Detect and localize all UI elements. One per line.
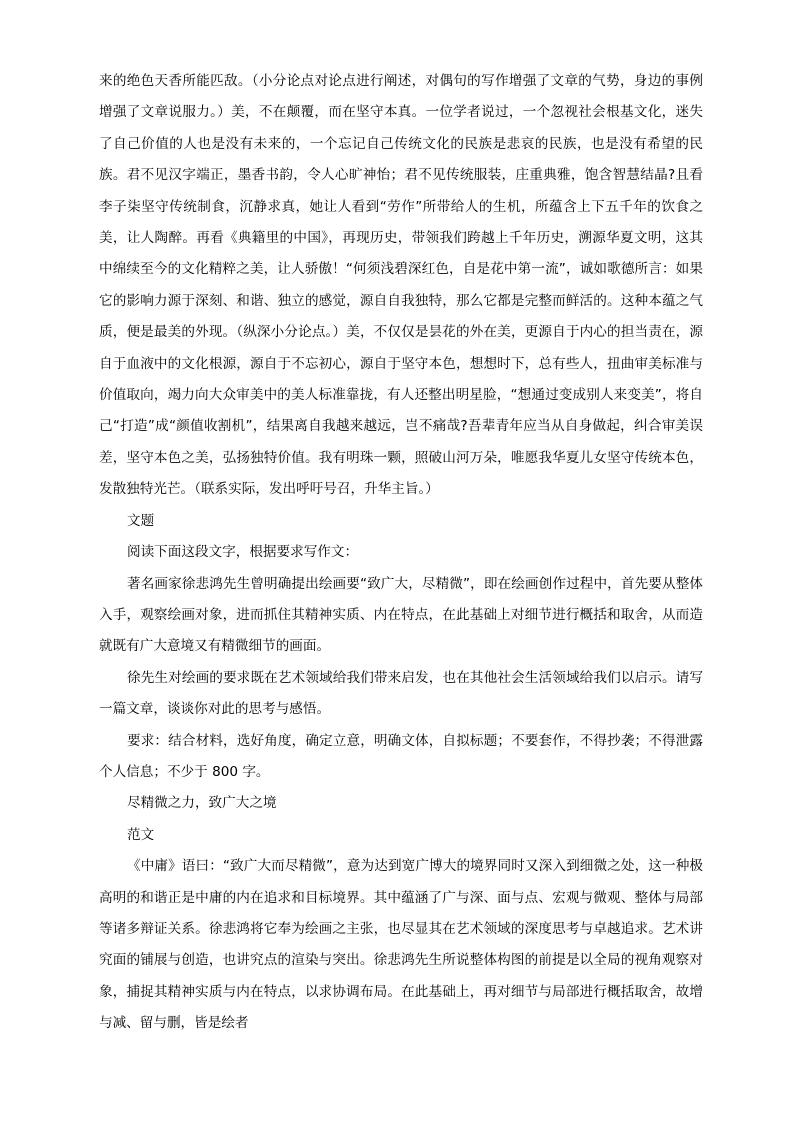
body-paragraph: 来的绝色天香所能匹敌。（小分论点对论点进行阐述，对偶句的写作增强了文章的气势，身边的事例增强了文章说服力。）美，不在颠覆，而在坚守本真。一位学者说过，一个忽视社会根基文化，迷失了自己价值的人也是没有未来的，一个忘记自己传统文化的民族是悲哀的民族，也是没有希望的民族。君不见汉字端正，墨香书韵，令人心旷神怡；君不见传统服装，庄重典雅，饱含智慧结晶?且看李子柒坚守传统制食，沉静求真，她让人看到“劳作”所带给人的生机，所蕴含上下五千年的饮食之美，让人陶醉。再看《典籍里的中国》，再现历史，带领我们跨越上千年历史，溯源华夏文明，这其中绵续至今的文化精粹之美，让人骄傲！“何须浅碧深红色，自是花中第一流”，诚如歌德所言：如果它的影响力源于深刻、和谐、独立的感觉，源自自我独特，那么它都是完整而鲜活的。这种本蕴之气质，便是最美的外现。（纵深小分论点。）美，不仅仅是昙花的外在美，更源自于内心的担当责在，源自于血液中的文化根源，源自于不忘初心，源自于坚守本色，想想时下，总有些人，扭曲审美标准与价值取向，竭力向大众审美中的美人标准靠拢，有人还整出明星脸，“想通过变成别人来变美”，将自己“打造”成“颜值收割机”，结果离自我越来越远，岂不痛哉?吾辈青年应当从自身做起，纠合审美误差，坚守本色之美，弘扬独特价值。我有明珠一颗，照破山河万朵，唯愿我华夏儿女坚守传统本色，发散独特光芒。（联系实际，发出呼吁号召，升华主旨。） — [99, 73, 703, 498]
instruction-paragraph: 阅读下面这段文字，根据要求写作文： — [127, 544, 359, 561]
sample-essay-paragraph: 《中庸》语曰：“致广大而尽精微”，意为达到宽广博大的境界同时又深入到细微之处，这一种极高明的和谐正是中庸的内在追求和目标境界。其中蕴涵了广与深、面与点、宏观与微观、整体与局部等诸多辩证关系。徐悲鸿将它奉为绘画之主张，也尽显其在艺术领域的深度思考与卓越追求。艺术讲究面的铺展与创造，也讲究点的渲染与突出。徐悲鸿先生所说整体构图的前提是以全局的视角观察对象，捕捉其精神实质与内在特点，以求协调布局。在此基础上，再对细节与局部进行概括取舍，故增与减、留与删，皆是绘者 — [99, 858, 703, 1032]
prompt-paragraph: 徐先生对绘画的要求既在艺术领域给我们带来启发，也在其他社会生活领域给我们以启示。请写一篇文章，谈谈你对此的思考与感悟。 — [99, 669, 703, 718]
requirements-paragraph: 要求：结合材料，选好角度，确定立意，明确文体，自拟标题；不要套作，不得抄袭；不得泄露个人信息；不少于 800 字。 — [99, 732, 703, 780]
section-label-topic: 文题 — [127, 512, 155, 529]
document-page — [99, 66, 703, 1040]
section-label-sample: 范文 — [127, 826, 155, 843]
essay-title: 尽精微之力，致广大之境 — [127, 795, 277, 812]
material-paragraph: 著名画家徐悲鸿先生曾明确提出绘画要“致广大，尽精微”，即在绘画创作过程中，首先要从整体入手，观察绘画对象，进而抓住其精神实质、内在特点，在此基础上对细节进行概括和取舍，从而造就既有广大意境又有精微细节的画面。 — [99, 575, 703, 655]
